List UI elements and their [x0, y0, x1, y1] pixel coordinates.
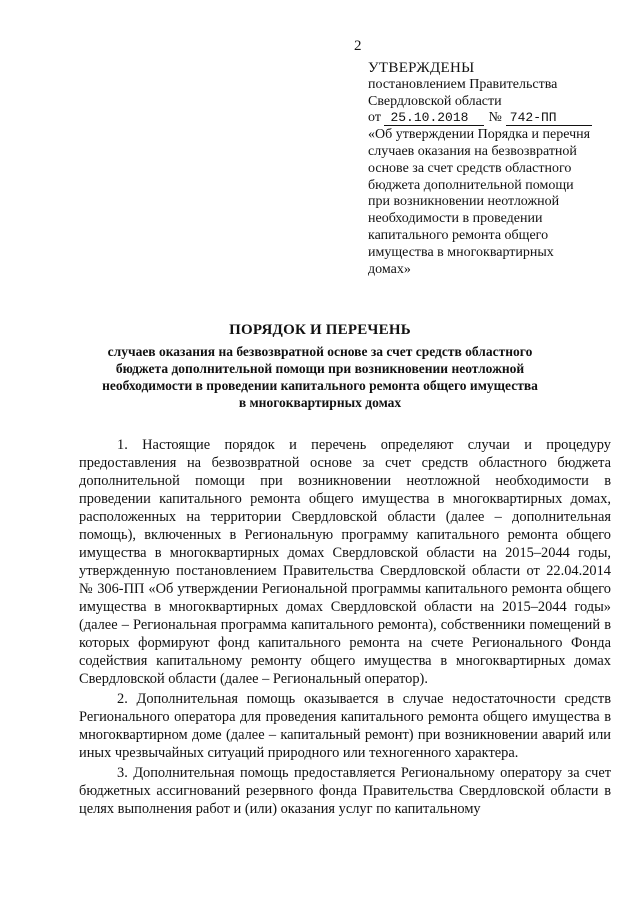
subtitle-line: случаев оказания на безвозвратной основе за счет средств областного	[107, 344, 533, 359]
approval-subject-line: при возникновении неотложной	[368, 194, 560, 210]
approval-line-2: Свердловской области	[368, 93, 502, 109]
approval-title: УТВЕРЖДЕНЫ	[368, 60, 475, 76]
number-sign: №	[488, 110, 502, 126]
document-body	[79, 436, 611, 820]
approval-subject-line: случаев оказания на безвозвратной	[368, 143, 577, 159]
page-number: 2	[354, 38, 362, 54]
approval-subject-line: имущества в многоквартирных	[368, 244, 554, 260]
approval-subject-line: основе за счет средств областного	[368, 160, 572, 176]
paragraph-2: 2. Дополнительная помощь оказывается в случае недостаточности средств Регионального оператора для проведения капитального ремонта общего имущества в многоквартирном доме (далее – капитальный ремонт) при возникновении аварий или иных чрезвычайных ситуаций природного или техногенного характера.	[79, 691, 611, 761]
paragraph-3: 3. Дополнительная помощь предоставляется Региональному оператору за счет бюджетных ассигнований резервного фонда Правительства Свердловской области в целях выполнения работ и (или) оказания услуг по капитальному	[79, 765, 611, 817]
approval-number: 742-ПП	[506, 111, 592, 126]
approval-subject-line: капитального ремонта общего	[368, 227, 549, 243]
approval-line-1: постановлением Правительства	[368, 76, 558, 92]
document-title: ПОРЯДОК И ПЕРЕЧЕНЬ	[229, 322, 411, 338]
approval-subject-line: «Об утверждении Порядка и перечня	[368, 127, 591, 143]
approval-subject-line: домах»	[368, 261, 411, 277]
subtitle-line: бюджета дополнительной помощи при возникновении неотложной	[115, 361, 525, 376]
approval-date: 25.10.2018	[384, 111, 484, 126]
approval-subject-line: необходимости в проведении	[368, 211, 543, 227]
document-subtitle	[70, 343, 570, 411]
document-heading	[70, 322, 570, 411]
subtitle-line: необходимости в проведении капитального ремонта общего имущества	[102, 378, 538, 393]
paragraph-1: 1. Настоящие порядок и перечень определяют случаи и процедуру предоставления на безвозвратной основе за счет средств областного бюджета дополнительной помощи при возникновении неотложной необходимости в проведении капитального ремонта общего имущества в многоквартирных домах, расположенных на территории Свердловской области (далее – дополнительная помощь), включенных в Региональную программу капитального ремонта общего имущества в многоквартирных домах Свердловской области на 2015–2044 годы, утвержденную постановлением Правительства Свердловской области от 22.04.2014 № 306-ПП «Об утверждении Региональной программы капитального ремонта общего имущества в многоквартирных домах Свердловской области на 2015–2044 годы» (далее – Региональная программа капитального ремонта), собственники помещений в которых формируют фонд капитального ремонта на счете Регионального Фонда содействия капитальному ремонту общего имущества в многоквартирных домах Свердловской области (далее – Региональный оператор).	[79, 437, 611, 687]
approval-block	[368, 60, 608, 278]
subtitle-line: в многоквартирных домах	[238, 395, 402, 410]
approval-date-line	[368, 110, 608, 127]
approval-subject-line: бюджета дополнительной помощи	[368, 177, 574, 193]
date-prefix: от	[368, 110, 381, 126]
